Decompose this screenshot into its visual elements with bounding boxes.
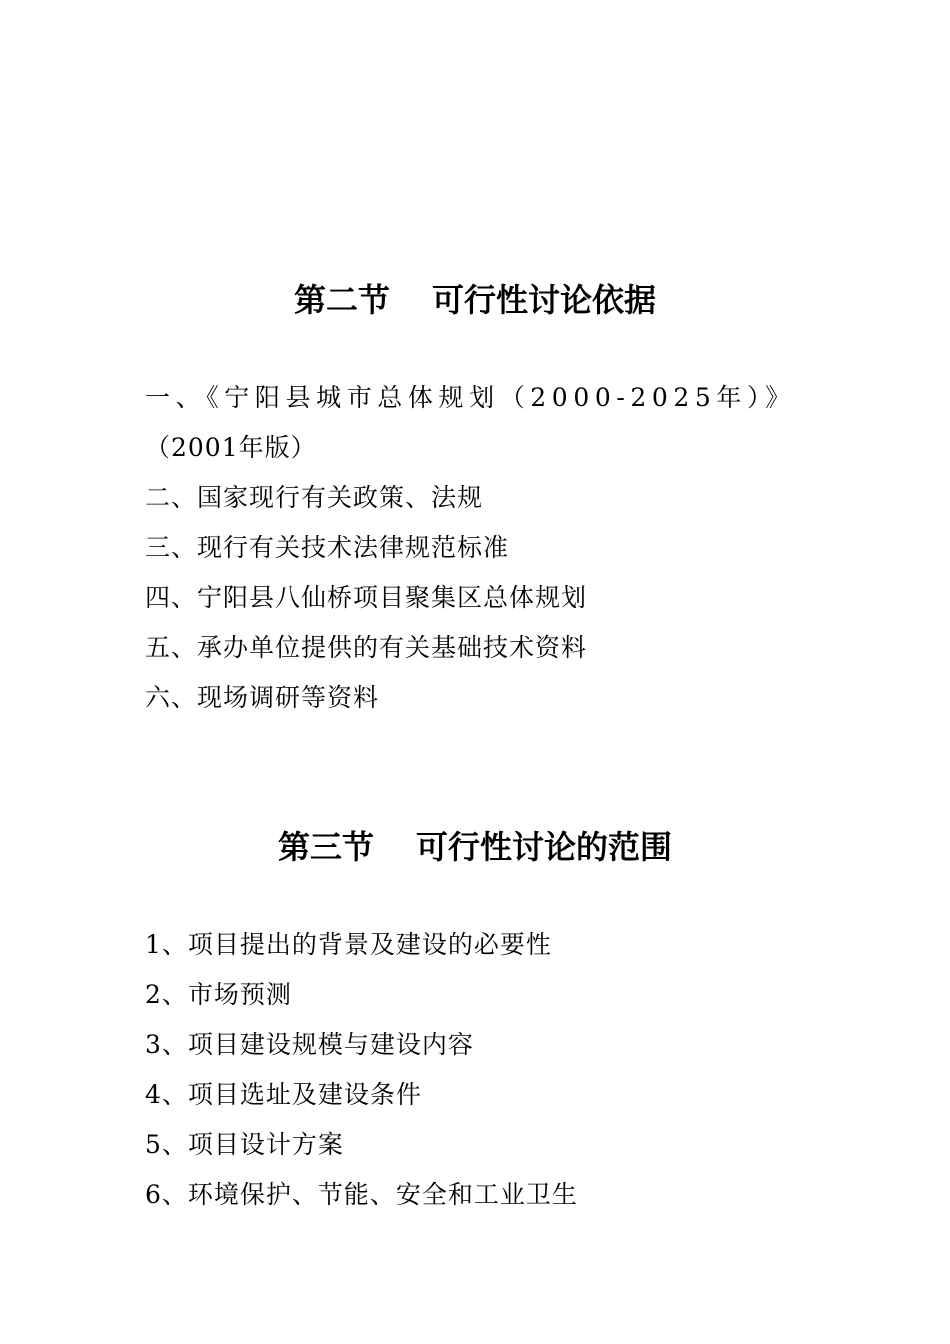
basis-item-3: 三、现行有关技术法律规范标准 xyxy=(145,533,510,562)
basis-item-1-continued: （2001年版） xyxy=(145,433,317,462)
scope-item-6: 6、环境保护、节能、安全和工业卫生 xyxy=(145,1180,578,1209)
section-3-title: 可行性讨论的范围 xyxy=(416,828,673,866)
basis-item-5: 五、承办单位提供的有关基础技术资料 xyxy=(145,633,588,662)
basis-item-6: 六、现场调研等资料 xyxy=(145,683,380,712)
scope-item-3: 3、项目建设规模与建设内容 xyxy=(145,1030,474,1059)
section-3-heading xyxy=(0,827,950,867)
scope-item-2: 2、市场预测 xyxy=(145,980,292,1009)
basis-item-2: 二、国家现行有关政策、法规 xyxy=(145,483,484,512)
basis-item-1: 一、《宁阳县城市总体规划（2000-2025年）》 xyxy=(145,383,796,412)
section-3-number: 第三节 xyxy=(277,828,374,866)
scope-item-4: 4、项目选址及建设条件 xyxy=(145,1080,422,1109)
scope-item-5: 5、项目设计方案 xyxy=(145,1130,344,1159)
scope-item-1: 1、项目提出的背景及建设的必要性 xyxy=(145,930,552,959)
basis-item-4: 四、宁阳县八仙桥项目聚集区总体规划 xyxy=(145,583,588,612)
section-2-title: 可行性讨论依据 xyxy=(432,281,657,319)
section-2-number: 第二节 xyxy=(293,281,390,319)
section-2-heading xyxy=(0,280,950,320)
